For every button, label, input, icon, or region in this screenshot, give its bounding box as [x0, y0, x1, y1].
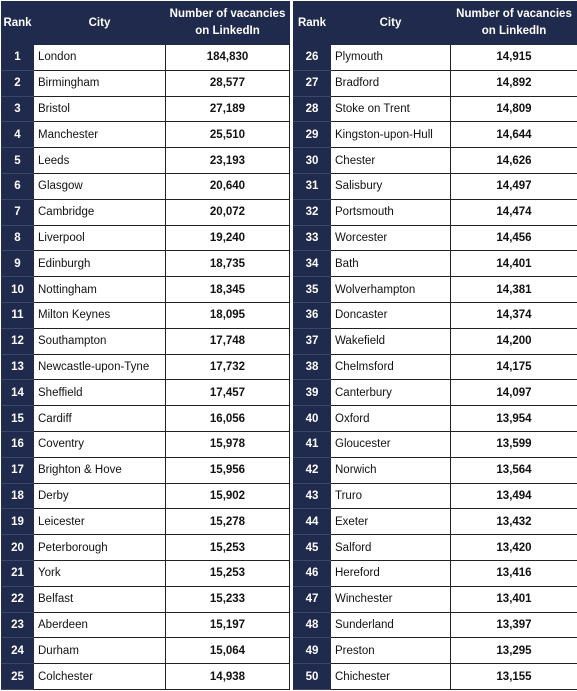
city-cell: Cardiff [34, 406, 166, 432]
vacancies-cell: 14,456 [451, 225, 577, 251]
table-row [2, 251, 290, 277]
table-row [294, 302, 577, 328]
rank-table-right [293, 1, 577, 690]
vacancies-cell: 27,189 [166, 96, 290, 122]
vacancies-cell: 15,278 [166, 509, 290, 535]
vacancies-cell: 13,155 [451, 664, 577, 690]
rank-table-left [1, 1, 290, 690]
rank-cell: 6 [2, 173, 34, 199]
city-cell: Chichester [331, 664, 451, 690]
vacancies-cell: 13,564 [451, 457, 577, 483]
rank-cell: 39 [294, 380, 331, 406]
rank-cell: 25 [2, 664, 34, 690]
city-cell: Doncaster [331, 302, 451, 328]
rank-cell: 17 [2, 457, 34, 483]
table-row [2, 638, 290, 664]
vacancies-cell: 15,253 [166, 535, 290, 561]
city-cell: Edinburgh [34, 251, 166, 277]
city-cell: Milton Keynes [34, 302, 166, 328]
rank-cell: 26 [294, 45, 331, 71]
city-cell: Worcester [331, 225, 451, 251]
vacancies-cell: 15,902 [166, 483, 290, 509]
table-row [2, 96, 290, 122]
rank-cell: 4 [2, 122, 34, 148]
city-cell: Brighton & Hove [34, 457, 166, 483]
table-row [294, 431, 577, 457]
table-row [294, 638, 577, 664]
vacancies-cell: 19,240 [166, 225, 290, 251]
vacancies-cell: 13,397 [451, 612, 577, 638]
city-cell: Wolverhampton [331, 277, 451, 303]
rank-cell: 35 [294, 277, 331, 303]
city-cell: Coventry [34, 431, 166, 457]
vacancies-cell: 20,072 [166, 199, 290, 225]
table-row [2, 483, 290, 509]
rank-header: Rank [2, 2, 34, 45]
table-row [2, 431, 290, 457]
vacancies-header-line1: Number of vacancies [456, 8, 572, 20]
vacancies-cell: 13,599 [451, 431, 577, 457]
rank-cell: 31 [294, 173, 331, 199]
rank-cell: 15 [2, 406, 34, 432]
vacancies-header-line2: on LinkedIn [481, 25, 547, 37]
vacancies-cell: 14,626 [451, 148, 577, 174]
table-row [2, 199, 290, 225]
vacancies-header [451, 2, 577, 45]
rank-cell: 24 [2, 638, 34, 664]
city-cell: Kingston-upon-Hull [331, 122, 451, 148]
vacancies-cell: 14,474 [451, 199, 577, 225]
table-row [294, 96, 577, 122]
rank-cell: 11 [2, 302, 34, 328]
table-row [294, 483, 577, 509]
rank-cell: 40 [294, 406, 331, 432]
table-row [294, 664, 577, 690]
city-cell: Derby [34, 483, 166, 509]
vacancies-cell: 13,401 [451, 586, 577, 612]
vacancies-cell: 13,432 [451, 509, 577, 535]
vacancies-cell: 14,915 [451, 45, 577, 71]
vacancies-cell: 13,295 [451, 638, 577, 664]
table-row [294, 122, 577, 148]
vacancies-cell: 14,497 [451, 173, 577, 199]
vacancies-cell: 15,064 [166, 638, 290, 664]
rank-cell: 38 [294, 354, 331, 380]
rank-cell: 2 [2, 70, 34, 96]
city-cell: York [34, 560, 166, 586]
rank-cell: 8 [2, 225, 34, 251]
city-cell: Durham [34, 638, 166, 664]
city-cell: Wakefield [331, 328, 451, 354]
rank-cell: 37 [294, 328, 331, 354]
vacancies-cell: 14,938 [166, 664, 290, 690]
table-row [2, 70, 290, 96]
table-row [294, 70, 577, 96]
vacancies-header-line1: Number of vacancies [169, 8, 286, 20]
city-cell: Norwich [331, 457, 451, 483]
table-row [2, 380, 290, 406]
table-row [294, 612, 577, 638]
rank-cell: 10 [2, 277, 34, 303]
city-header: City [34, 2, 166, 45]
table-row [294, 45, 577, 71]
rank-cell: 14 [2, 380, 34, 406]
vacancies-cell: 13,954 [451, 406, 577, 432]
rank-cell: 19 [2, 509, 34, 535]
city-cell: Winchester [331, 586, 451, 612]
table-row [2, 535, 290, 561]
city-cell: Portsmouth [331, 199, 451, 225]
vacancies-cell: 14,200 [451, 328, 577, 354]
city-cell: Liverpool [34, 225, 166, 251]
rank-header: Rank [294, 2, 331, 45]
table-row [2, 664, 290, 690]
rank-table-left-body [2, 45, 290, 690]
city-header: City [331, 2, 451, 45]
vacancies-cell: 17,457 [166, 380, 290, 406]
city-cell: Truro [331, 483, 451, 509]
rank-cell: 45 [294, 535, 331, 561]
rank-cell: 32 [294, 199, 331, 225]
city-cell: Sunderland [331, 612, 451, 638]
city-cell: Newcastle-upon-Tyne [34, 354, 166, 380]
table-row [2, 122, 290, 148]
table-row [2, 612, 290, 638]
city-cell: Salisbury [331, 173, 451, 199]
city-cell: Chester [331, 148, 451, 174]
rank-cell: 43 [294, 483, 331, 509]
rank-cell: 47 [294, 586, 331, 612]
city-cell: Colchester [34, 664, 166, 690]
city-cell: Exeter [331, 509, 451, 535]
vacancies-cell: 17,748 [166, 328, 290, 354]
city-cell: Birmingham [34, 70, 166, 96]
rank-cell: 33 [294, 225, 331, 251]
rank-cell: 46 [294, 560, 331, 586]
city-cell: Hereford [331, 560, 451, 586]
city-cell: Leeds [34, 148, 166, 174]
rank-cell: 27 [294, 70, 331, 96]
rank-cell: 7 [2, 199, 34, 225]
vacancies-cell: 20,640 [166, 173, 290, 199]
rank-cell: 50 [294, 664, 331, 690]
rank-cell: 12 [2, 328, 34, 354]
header-row [2, 2, 290, 45]
city-cell: Sheffield [34, 380, 166, 406]
vacancies-header [166, 2, 290, 45]
table-row [294, 586, 577, 612]
vacancies-cell: 14,809 [451, 96, 577, 122]
city-cell: Bristol [34, 96, 166, 122]
vacancies-cell: 13,420 [451, 535, 577, 561]
table-row [294, 328, 577, 354]
vacancies-cell: 13,416 [451, 560, 577, 586]
city-cell: Peterborough [34, 535, 166, 561]
rank-cell: 22 [2, 586, 34, 612]
city-cell: Plymouth [331, 45, 451, 71]
vacancies-cell: 15,956 [166, 457, 290, 483]
city-cell: Bath [331, 251, 451, 277]
table-row [2, 45, 290, 71]
vacancies-cell: 25,510 [166, 122, 290, 148]
table-row [294, 380, 577, 406]
table-row [2, 457, 290, 483]
rank-cell: 34 [294, 251, 331, 277]
rank-cell: 1 [2, 45, 34, 71]
rank-cell: 16 [2, 431, 34, 457]
vacancies-cell: 23,193 [166, 148, 290, 174]
rank-cell: 41 [294, 431, 331, 457]
vacancies-cell: 14,374 [451, 302, 577, 328]
table-row [294, 225, 577, 251]
table-row [294, 251, 577, 277]
vacancies-cell: 18,735 [166, 251, 290, 277]
city-cell: Preston [331, 638, 451, 664]
table-row [2, 354, 290, 380]
rank-cell: 29 [294, 122, 331, 148]
table-row [2, 328, 290, 354]
rank-cell: 21 [2, 560, 34, 586]
city-cell: Canterbury [331, 380, 451, 406]
rank-cell: 20 [2, 535, 34, 561]
vacancies-cell: 14,175 [451, 354, 577, 380]
city-cell: Bradford [331, 70, 451, 96]
vacancies-cell: 13,494 [451, 483, 577, 509]
table-row [2, 560, 290, 586]
rank-cell: 36 [294, 302, 331, 328]
city-cell: London [34, 45, 166, 71]
vacancies-cell: 18,095 [166, 302, 290, 328]
table-row [294, 509, 577, 535]
table-row [2, 277, 290, 303]
rank-cell: 3 [2, 96, 34, 122]
vacancies-cell: 17,732 [166, 354, 290, 380]
city-cell: Oxford [331, 406, 451, 432]
vacancies-cell: 15,253 [166, 560, 290, 586]
table-row [294, 199, 577, 225]
vacancies-cell: 28,577 [166, 70, 290, 96]
city-cell: Leicester [34, 509, 166, 535]
vacancies-cell: 14,644 [451, 122, 577, 148]
table-row [2, 509, 290, 535]
vacancies-cell: 15,978 [166, 431, 290, 457]
rank-cell: 44 [294, 509, 331, 535]
rank-cell: 9 [2, 251, 34, 277]
city-cell: Gloucester [331, 431, 451, 457]
rank-cell: 42 [294, 457, 331, 483]
table-row [2, 225, 290, 251]
vacancies-cell: 15,197 [166, 612, 290, 638]
vacancies-cell: 184,830 [166, 45, 290, 71]
rank-cell: 18 [2, 483, 34, 509]
city-cell: Salford [331, 535, 451, 561]
city-cell: Aberdeen [34, 612, 166, 638]
vacancies-cell: 15,233 [166, 586, 290, 612]
table-row [2, 148, 290, 174]
vacancies-cell: 14,401 [451, 251, 577, 277]
header-row [294, 2, 577, 45]
table-row [294, 535, 577, 561]
rank-cell: 13 [2, 354, 34, 380]
vacancies-cell: 16,056 [166, 406, 290, 432]
city-cell: Manchester [34, 122, 166, 148]
city-cell: Cambridge [34, 199, 166, 225]
rank-cell: 48 [294, 612, 331, 638]
vacancies-cell: 14,381 [451, 277, 577, 303]
city-cell: Stoke on Trent [331, 96, 451, 122]
vacancies-header-line2: on LinkedIn [195, 25, 260, 37]
city-cell: Belfast [34, 586, 166, 612]
table-row [294, 148, 577, 174]
city-cell: Southampton [34, 328, 166, 354]
city-cell: Glasgow [34, 173, 166, 199]
rank-table-right-body [294, 45, 577, 690]
rankings-tables [1, 1, 576, 690]
table-row [294, 457, 577, 483]
vacancies-cell: 14,097 [451, 380, 577, 406]
rank-cell: 30 [294, 148, 331, 174]
city-cell: Nottingham [34, 277, 166, 303]
rank-cell: 23 [2, 612, 34, 638]
table-row [294, 560, 577, 586]
vacancies-cell: 14,892 [451, 70, 577, 96]
city-cell: Chelmsford [331, 354, 451, 380]
table-row [2, 302, 290, 328]
rank-cell: 5 [2, 148, 34, 174]
vacancies-cell: 18,345 [166, 277, 290, 303]
table-row [2, 173, 290, 199]
table-row [2, 406, 290, 432]
table-row [2, 586, 290, 612]
table-row [294, 354, 577, 380]
rank-cell: 28 [294, 96, 331, 122]
table-row [294, 173, 577, 199]
table-row [294, 406, 577, 432]
rank-cell: 49 [294, 638, 331, 664]
table-row [294, 277, 577, 303]
